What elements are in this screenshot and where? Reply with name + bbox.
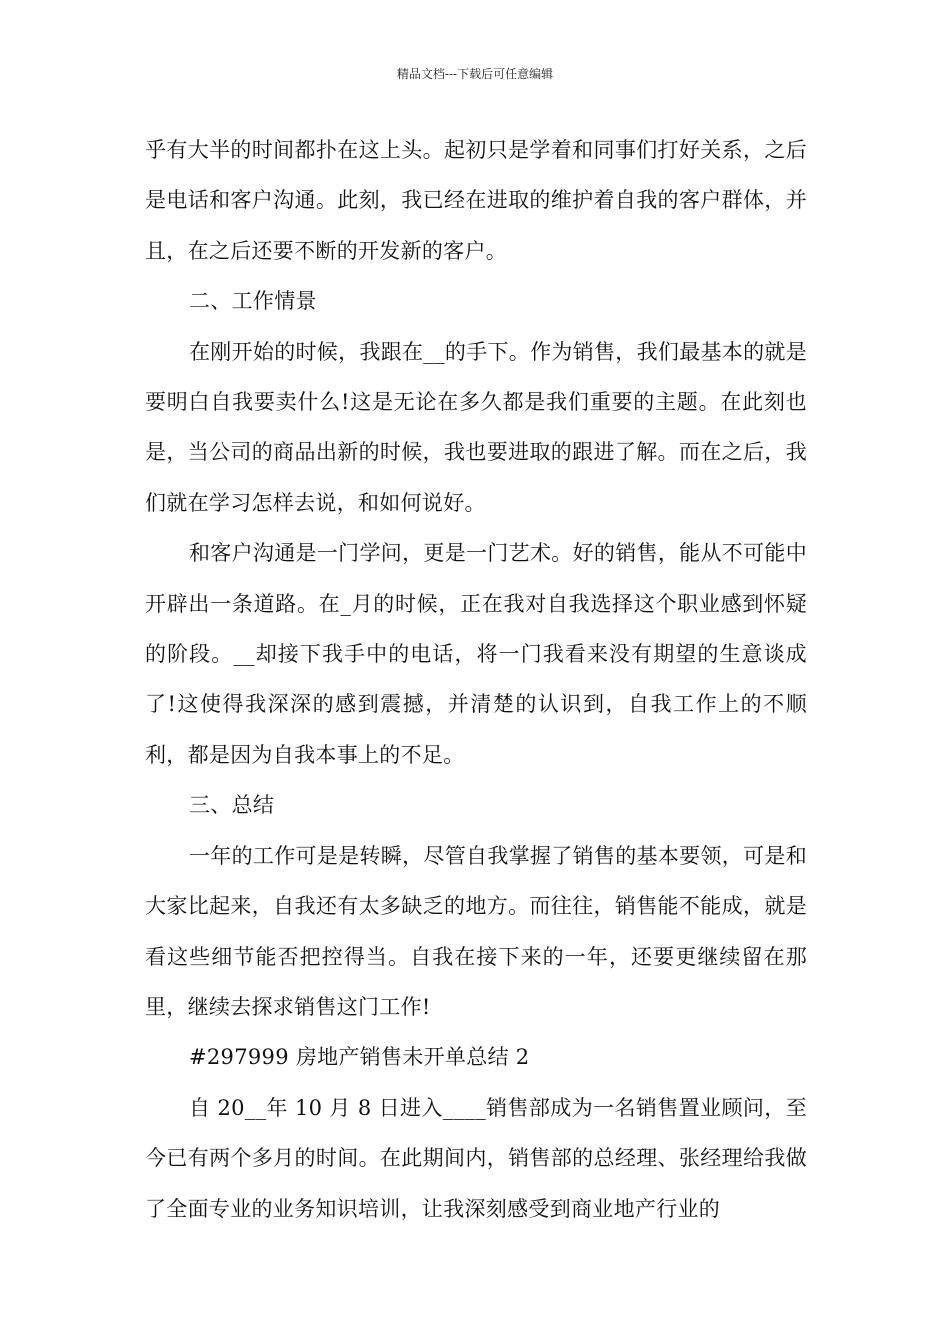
paragraph-continued: 乎有大半的时间都扑在这上头。起初只是学着和同事们打好关系，之后是电话和客户沟通。此刻，我已经在进取的维护着自我的客户群体，并且，在之后还要不断的开发新的客户。 (145, 138, 807, 263)
article-title: #297999 房地产销售未开单总结 2 (189, 1045, 530, 1070)
paragraph: 在刚开始的时候，我跟在__的手下。作为销售，我们最基本的就是要明白自我要卖什么!这是无论在多久都是我们重要的主题。在此刻也是，当公司的商品出新的时候，我也要进取的跟进了解。而在之后，我们就在学习怎样去说，和如何说好。 (145, 339, 807, 515)
paragraph: 自 20__年 10 月 8 日进入____销售部成为一名销售置业顾问，至今已有两个多月的时间。在此期间内，销售部的总经理、张经理给我做了全面专业的业务知识培训，让我深刻感受到商业地产行业的 (145, 1095, 807, 1221)
paragraph: 和客户沟通是一门学问，更是一门艺术。好的销售，能从不可能中开辟出一条道路。在_月的时候，正在我对自我选择这个职业感到怀疑的阶段。__却接下我手中的电话，将一门我看来没有期望的生意谈成了!这使得我深深的感到震撼，并清楚的认识到，自我工作上的不顺利，都是因为自我本事上的不足。 (145, 541, 807, 767)
page-header: 精品文档---下载后可任意编辑 (396, 67, 554, 81)
document-body (145, 125, 807, 1234)
section-heading-work-situation: 二、工作情景 (189, 289, 317, 314)
section-heading-summary: 三、总结 (189, 793, 275, 818)
paragraph: 一年的工作可是是转瞬，尽管自我掌握了销售的基本要领，可是和大家比起来，自我还有太多缺乏的地方。而往往，销售能不能成，就是看这些细节能否把控得当。自我在接下来的一年，还要更继续留在那里，继续去探求销售这门工作! (145, 843, 807, 1019)
